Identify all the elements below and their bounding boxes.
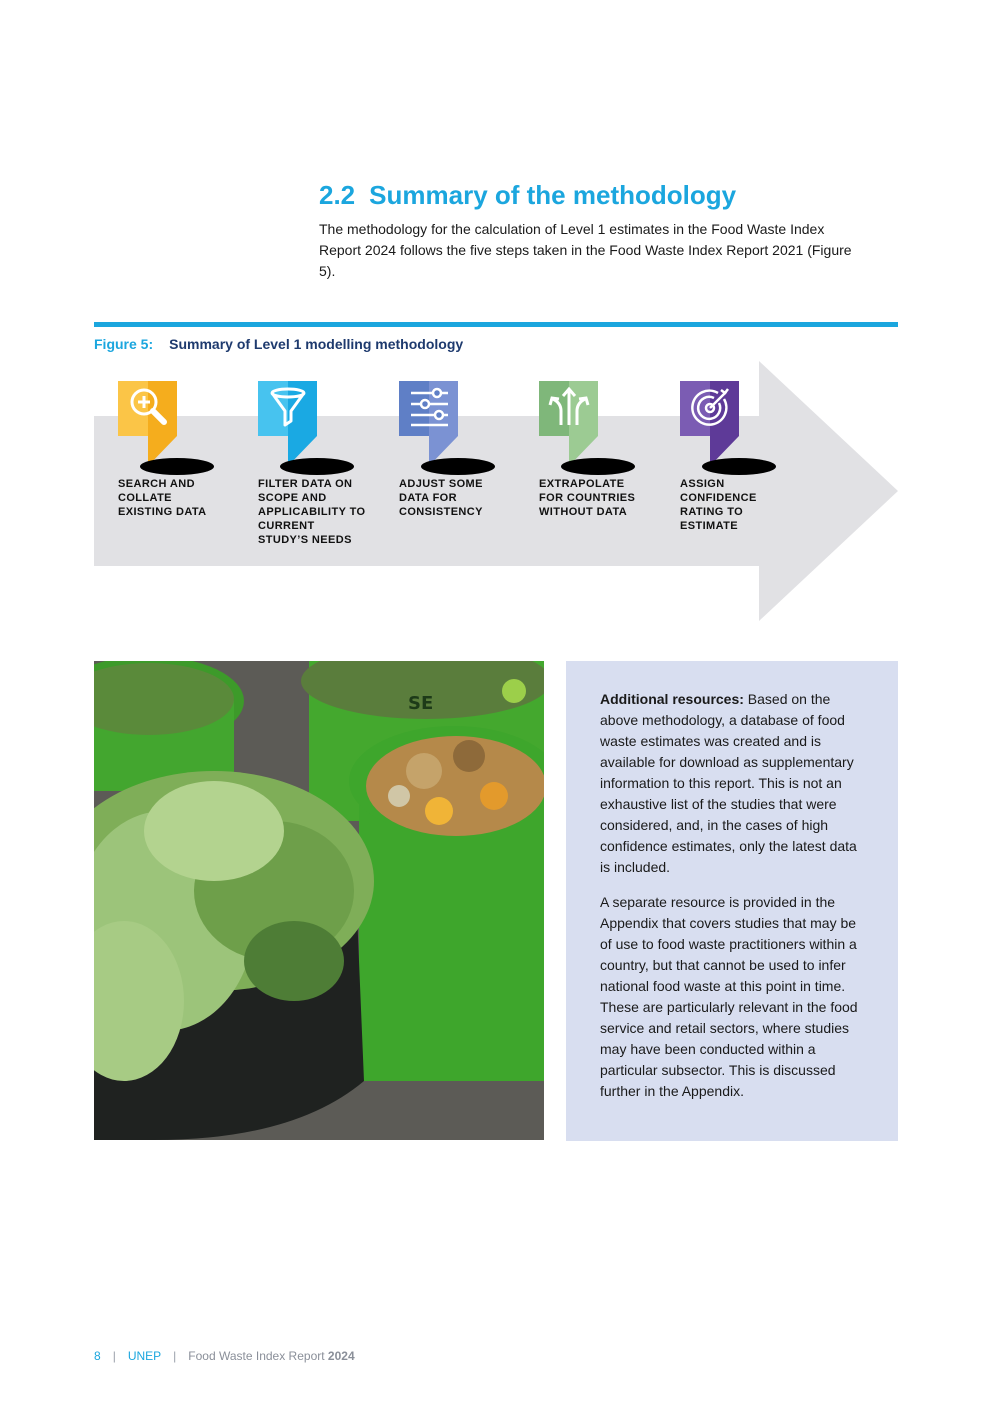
- step-tile: [680, 381, 739, 436]
- footer-report: Food Waste Index Report: [188, 1349, 325, 1363]
- funnel-icon: [266, 385, 311, 430]
- figure-title: Summary of Level 1 modelling methodology: [169, 336, 464, 352]
- pin-shadow: [280, 458, 354, 475]
- resources-paragraph-2: A separate resource is provided in the Appendix that covers studies that may be of use to food waste practitioners within a country, but that cannot be used to infer national food waste at this point in time. These are particularly relevant in the food service and retail sectors, where studies may have been conducted within a particular subsector. This is discussed further in the Appendix.: [600, 894, 858, 1099]
- step-filter: [258, 381, 368, 546]
- step-extrapolate: [539, 381, 649, 518]
- target-icon: [688, 385, 733, 430]
- step-adjust: [399, 381, 509, 518]
- section-heading: [319, 180, 736, 211]
- page-number: 8: [94, 1349, 101, 1363]
- food-waste-photo: [94, 661, 544, 1140]
- footer-separator: |: [173, 1349, 177, 1363]
- figure-label: Figure 5:: [94, 336, 154, 352]
- step-confidence: [680, 381, 790, 532]
- step-search: [118, 381, 228, 518]
- step-label: FILTER DATA ON SCOPE AND APPLICABILITY TO CURRENT STUDY’S NEEDS: [258, 478, 366, 546]
- figure-caption: [94, 336, 463, 352]
- step-tile: [118, 381, 177, 436]
- footer-separator: |: [112, 1349, 116, 1363]
- additional-resources-box: [566, 661, 898, 1141]
- food-waste-illustration: [94, 661, 544, 1140]
- section-intro: The methodology for the calculation of Level 1 estimates in the Food Waste Index Report 2024 follows the five steps taken in the Food Waste Index Report 2021 (Figure 5).: [319, 221, 852, 279]
- bin-signage: SE: [408, 693, 434, 714]
- step-label: EXTRAPOLATE FOR COUNTRIES WITHOUT DATA: [539, 478, 636, 518]
- sliders-icon: [407, 385, 452, 430]
- resources-lead: Additional resources:: [600, 691, 744, 707]
- section-title: Summary of the methodology: [369, 180, 737, 210]
- magnifier-plus-icon: [126, 385, 171, 430]
- pin-shadow: [421, 458, 495, 475]
- resources-text-1: Based on the above methodology, a database of food waste estimates was created and is available for download as supplementary information to this report. This is not an exhaustive list of the studies that were considered, and, in the cases of high confidence estimates, only the latest data is included.: [600, 691, 857, 875]
- step-label: SEARCH AND COLLATE EXISTING DATA: [118, 478, 207, 518]
- step-tile: [539, 381, 598, 436]
- section-number: 2.2: [319, 180, 356, 210]
- diverging-arrows-icon: [547, 385, 592, 430]
- pin-shadow: [702, 458, 776, 475]
- step-tile: [258, 381, 317, 436]
- step-tile: [399, 381, 458, 436]
- resources-paragraph-1: [600, 689, 868, 878]
- pin-shadow: [140, 458, 214, 475]
- footer-org: UNEP: [127, 1349, 162, 1363]
- step-label: ASSIGN CONFIDENCE RATING TO ESTIMATE: [680, 478, 757, 532]
- pin-shadow: [561, 458, 635, 475]
- footer-year: 2024: [327, 1349, 355, 1363]
- page-footer: [94, 1349, 355, 1363]
- figure-divider: [94, 322, 898, 327]
- step-label: ADJUST SOME DATA FOR CONSISTENCY: [399, 478, 483, 518]
